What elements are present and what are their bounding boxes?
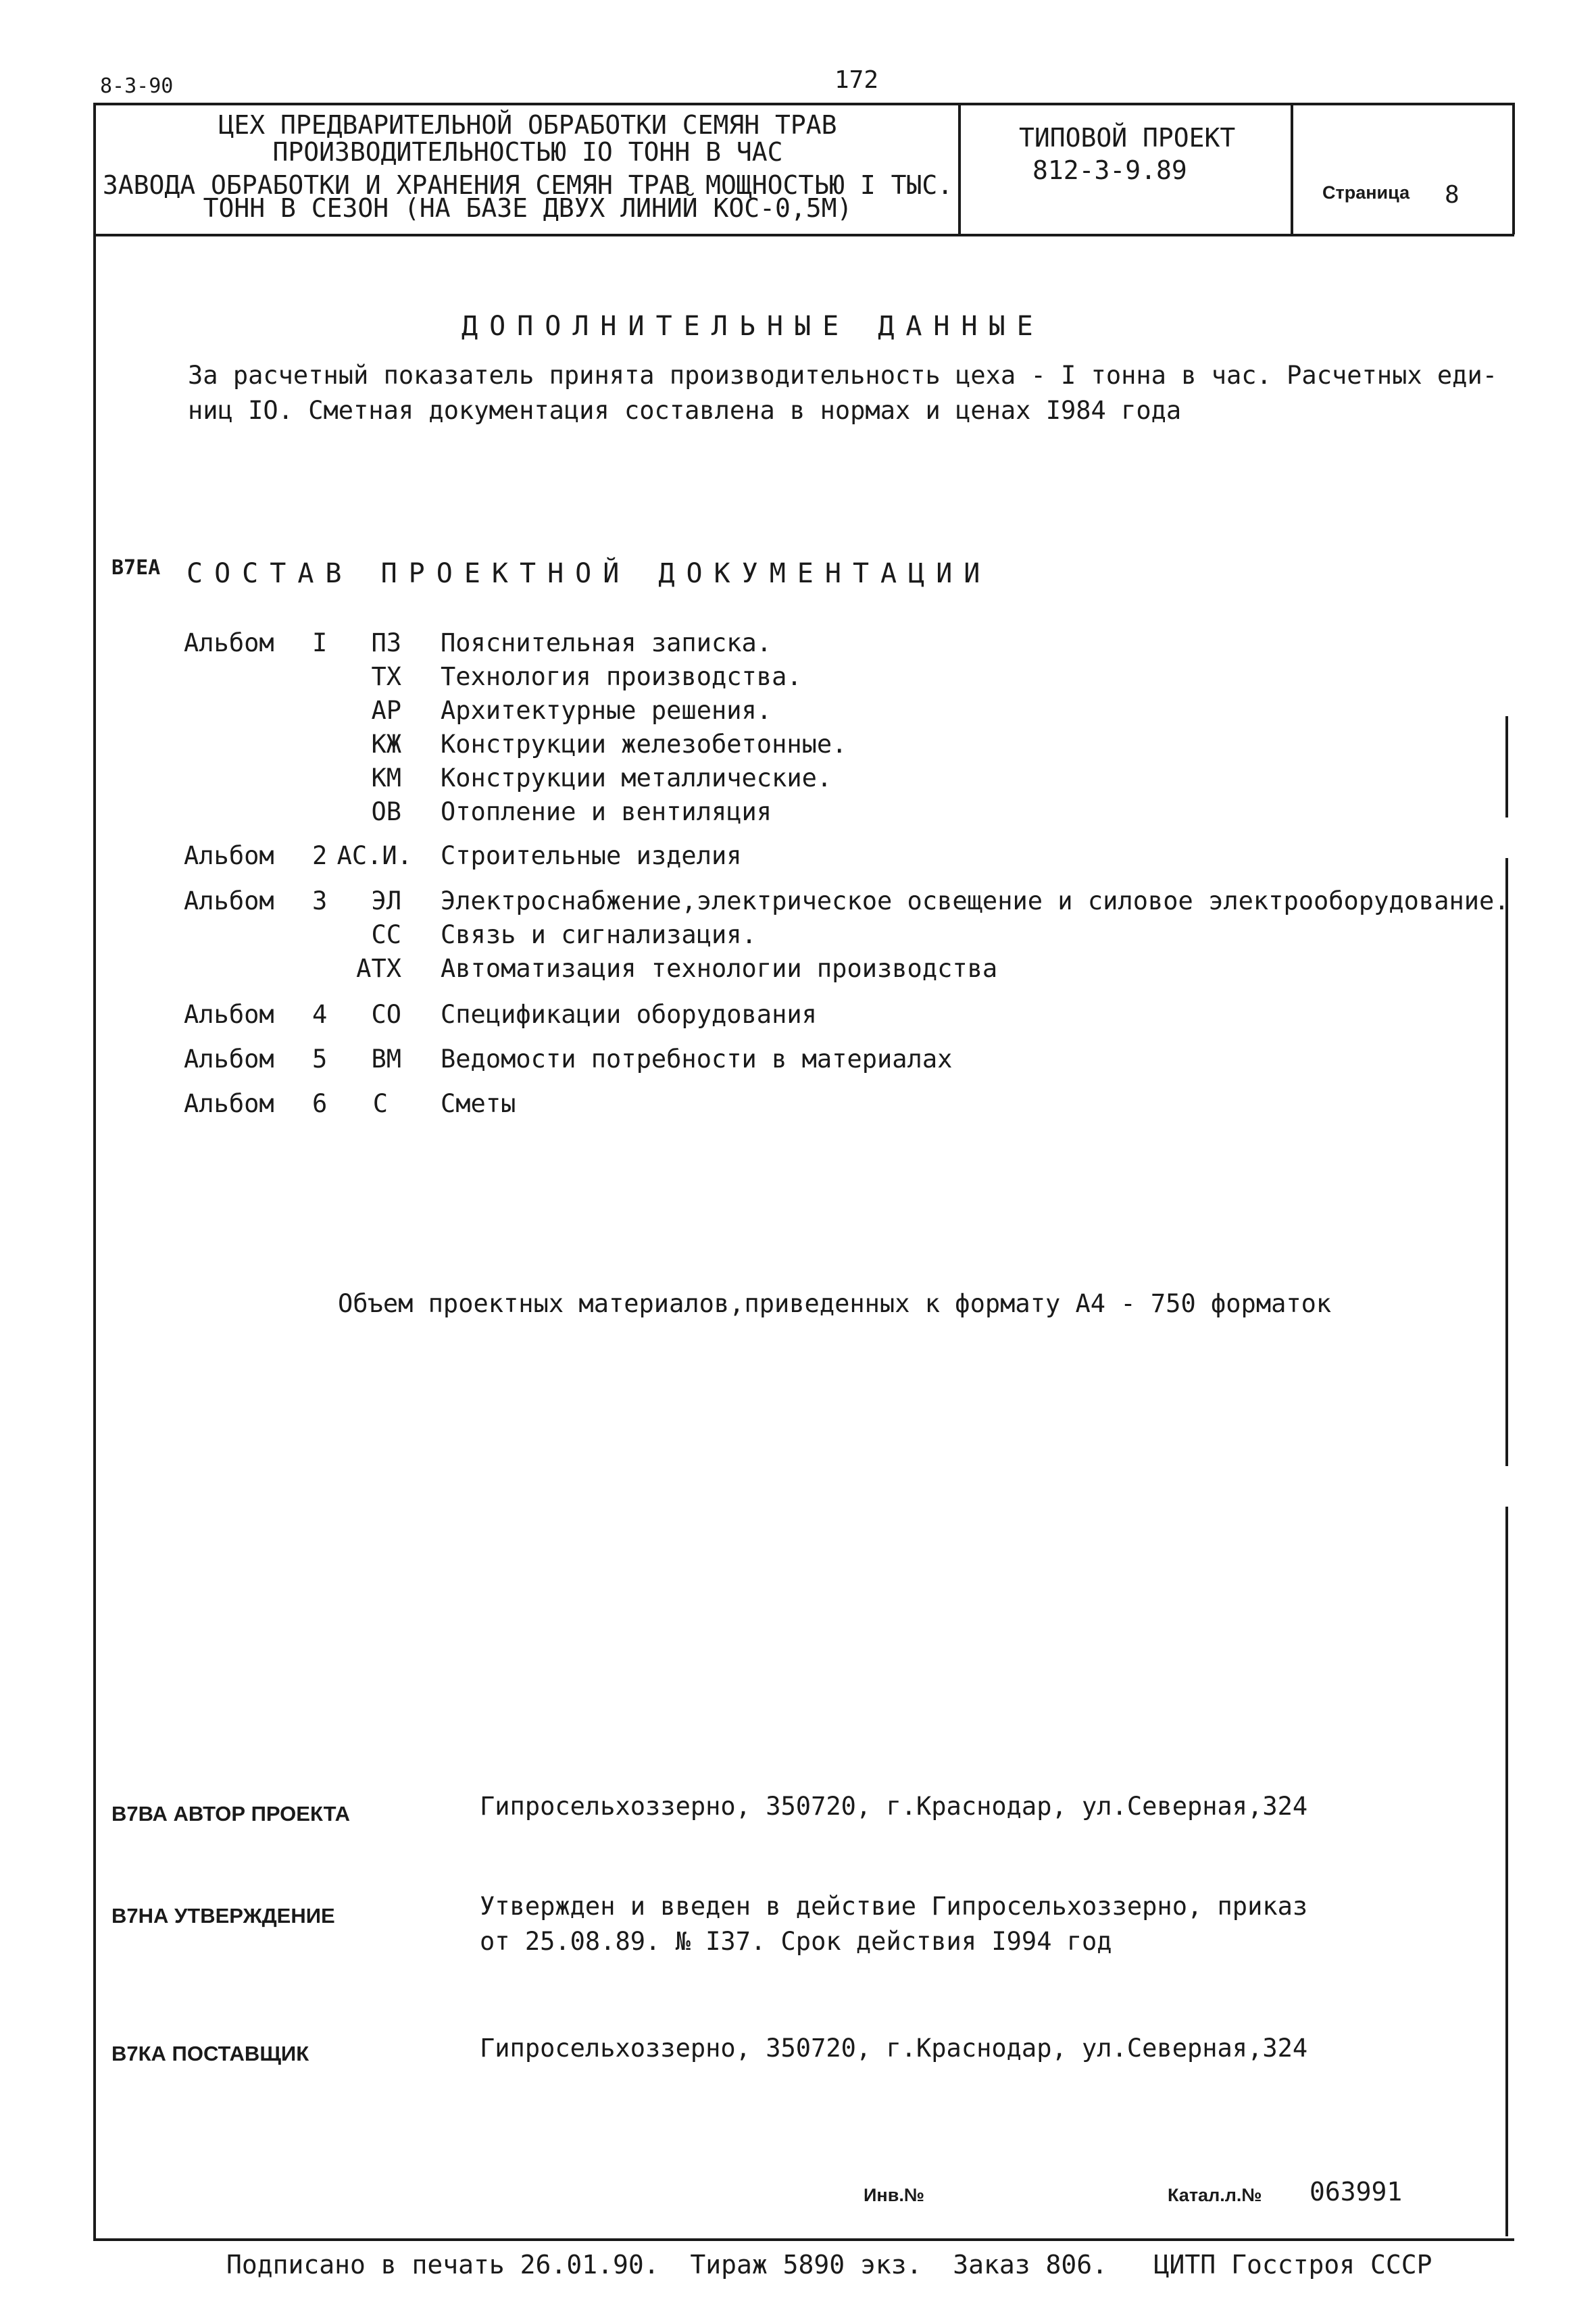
supplier-label: В7КА ПОСТАВЩИК: [111, 2042, 309, 2065]
section-description: Связь и сигнализация.: [441, 920, 757, 949]
inventory-label: Инв.№: [864, 2185, 924, 2205]
project-label: ТИПОВОЙ ПРОЕКТ: [1019, 123, 1236, 153]
project-number: 812-3-9.89: [1032, 155, 1187, 185]
additional-line: За расчетный показатель принята производительность цеха - I тонна в час. Расчетных еди-: [188, 361, 1498, 390]
author-label: В7ВА АВТОР ПРОЕКТА: [111, 1802, 351, 1826]
section-description: Электроснабжение,электрическое освещение и силовое электрооборудование.: [441, 886, 1510, 915]
header-title-line: ТОНН В СЕЗОН (НА БАЗЕ ДВУХ ЛИНИЙ КОС-0,5М): [203, 193, 853, 223]
section-description: Технология производства.: [441, 662, 802, 691]
section-description: Сметы: [441, 1089, 516, 1118]
album-label: Альбом: [184, 1045, 274, 1074]
album-label: Альбом: [184, 841, 274, 870]
header-divider: [958, 103, 961, 235]
approval-line: от 25.08.89. № I37. Срок действия I994 год: [480, 1927, 1112, 1956]
album-number: 6: [312, 1089, 328, 1118]
approval-text: [480, 1889, 1307, 1959]
album-number: 5: [312, 1045, 328, 1074]
section-code: КМ: [371, 763, 401, 793]
additional-text: [188, 358, 1497, 428]
section-description: Автоматизация технологии производства: [441, 954, 998, 983]
catalog-number: 063991: [1310, 2177, 1403, 2207]
author-text: Гипросельхоззерно, 350720, г.Краснодар, ул.Северная,324: [480, 1792, 1308, 1821]
section-description: Ведомости потребности в материалах: [441, 1045, 953, 1074]
section-description: Конструкции металлические.: [441, 763, 832, 793]
section-code: С: [372, 1089, 388, 1118]
frame-right-border: [1512, 103, 1515, 234]
composition-heading: СОСТАВ ПРОЕКТНОЙ ДОКУМЕНТАЦИИ: [186, 558, 992, 589]
print-imprint: Подписано в печать 26.01.90. Тираж 5890 экз. Заказ 806. ЦИТП Госстроя СССР: [226, 2250, 1432, 2280]
section-code: СС: [371, 920, 401, 949]
section-code: ОВ: [371, 797, 401, 826]
album-number: 2: [312, 841, 328, 870]
section-code: ТХ: [371, 662, 401, 691]
section-code: АС.И.: [336, 841, 412, 870]
header-bottom-border: [93, 234, 1514, 236]
additional-heading: ДОПОЛНИТЕЛЬНЫЕ ДАННЫЕ: [462, 311, 1045, 342]
header-divider: [1291, 103, 1293, 235]
date-code: 8-3-90: [100, 74, 174, 98]
section-code: ЭЛ: [371, 886, 401, 915]
section-description: Строительные изделия: [441, 841, 742, 870]
album-number: 3: [312, 886, 328, 915]
section-description: Архитектурные решения.: [441, 696, 772, 725]
approval-line: Утвержден и введен в действие Гипросельхоззерно, приказ: [480, 1892, 1308, 1921]
section-code: КЖ: [371, 730, 401, 759]
album-label: Альбом: [184, 1000, 274, 1029]
page-label: Страница: [1322, 182, 1410, 203]
album-label: Альбом: [184, 886, 274, 915]
frame-left-border: [93, 103, 96, 2241]
header-title-line: ПРОИЗВОДИТЕЛЬНОСТЬЮ IO ТОНН В ЧАС: [272, 137, 783, 167]
supplier-text: Гипросельхоззерно, 350720, г.Краснодар, ул.Северная,324: [480, 2034, 1308, 2063]
margin-line: [1505, 858, 1508, 1466]
header-title-line: ЦЕХ ПРЕДВАРИТЕЛЬНОЙ ОБРАБОТКИ СЕМЯН ТРАВ: [218, 110, 837, 140]
sheet-number: 172: [834, 66, 879, 94]
album-label: Альбом: [184, 1089, 274, 1118]
section-code: СО: [371, 1000, 401, 1029]
catalog-label: Катал.л.№: [1168, 2185, 1262, 2205]
margin-line: [1505, 1507, 1508, 2236]
header-title: [101, 110, 954, 223]
approval-label: В7НА УТВЕРЖДЕНИЕ: [111, 1904, 335, 1928]
page-number: 8: [1445, 181, 1460, 209]
additional-line: ниц IO. Сметная документация составлена в нормах и ценах I984 года: [188, 396, 1182, 425]
volume-note: Объем проектных материалов,приведенных к формату А4 - 750 форматок: [338, 1289, 1332, 1318]
composition-code: В7ЕА: [111, 556, 161, 580]
section-code: АТХ: [356, 954, 401, 983]
margin-line: [1505, 716, 1508, 818]
frame-bottom-border: [93, 2238, 1514, 2241]
header-title-line: ЗАВОДА ОБРАБОТКИ И ХРАНЕНИЯ СЕМЯН ТРАВ МОЩНОСТЬЮ I ТЫС.: [102, 170, 953, 200]
frame-top-border: [93, 103, 1514, 105]
album-label: Альбом: [184, 628, 274, 657]
section-description: Пояснительная записка.: [441, 628, 772, 657]
section-description: Отопление и вентиляция: [441, 797, 772, 826]
section-code: ПЗ: [371, 628, 401, 657]
section-code: АР: [371, 696, 401, 725]
section-description: Спецификации оборудования: [441, 1000, 817, 1029]
album-number: 4: [312, 1000, 328, 1029]
album-number: I: [312, 628, 328, 657]
section-description: Конструкции железобетонные.: [441, 730, 847, 759]
section-code: ВМ: [371, 1045, 401, 1074]
